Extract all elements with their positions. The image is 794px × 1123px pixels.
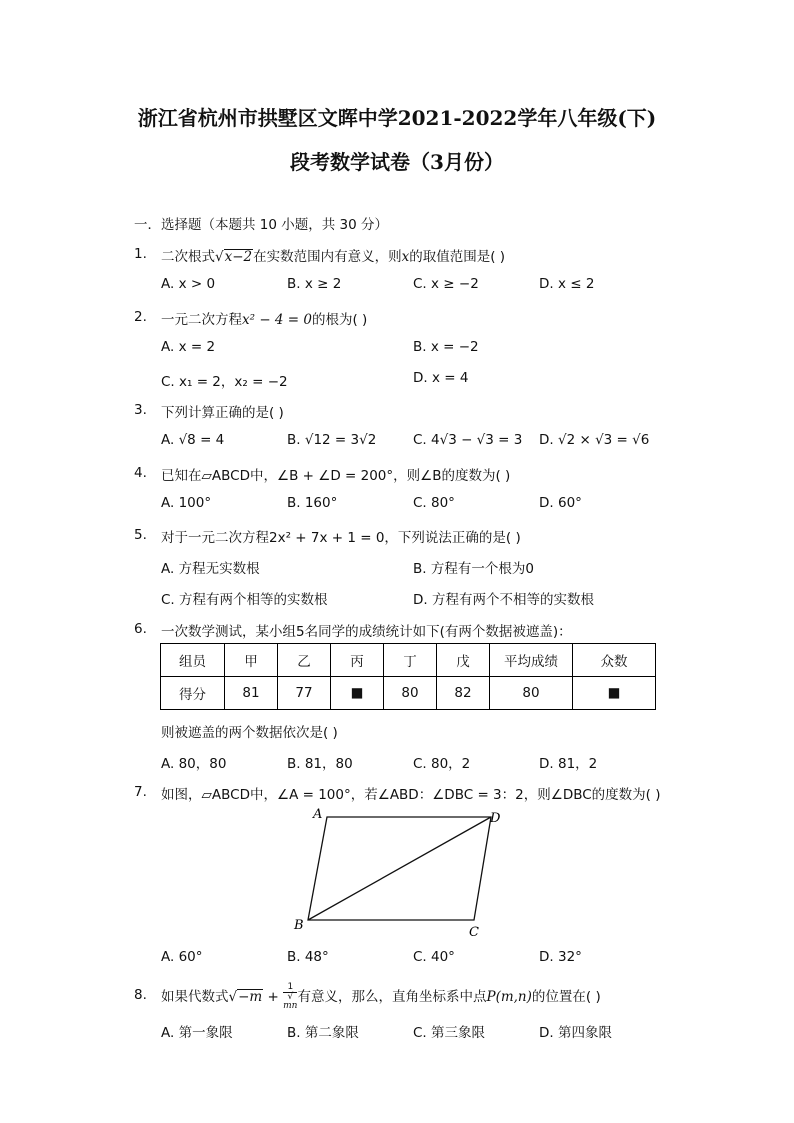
- option-d[interactable]: D. 60°: [539, 495, 582, 511]
- option-c[interactable]: C. x ≥ −2: [413, 276, 479, 292]
- question-number: 6.: [134, 621, 147, 637]
- option-d[interactable]: D. 81，2: [539, 756, 598, 772]
- section-heading: 一．选择题（本题共 10 小题，共 30 分）: [134, 217, 389, 233]
- fraction-numerator: 1: [283, 983, 297, 993]
- table-header-cell: 众数: [573, 644, 656, 677]
- sqrt-icon: √: [215, 249, 224, 265]
- option-c[interactable]: C. 方程有两个相等的实数根: [161, 592, 328, 608]
- q2-text-pre: 一元二次方程: [161, 312, 242, 328]
- vertex-label-b: B: [294, 918, 304, 933]
- table-cell: 82: [437, 677, 490, 710]
- question-2-stem: [161, 308, 367, 328]
- vertex-label-a: A: [313, 807, 323, 822]
- option-d[interactable]: D. 第四象限: [539, 1025, 612, 1041]
- option-c[interactable]: C. 第三象限: [413, 1025, 486, 1041]
- option-a[interactable]: A. 80，80: [161, 756, 227, 772]
- option-c[interactable]: C. 80，2: [413, 756, 471, 772]
- fraction-denominator-value: mn: [283, 1001, 298, 1011]
- q1-text-mid: 在实数范围内有意义，则: [253, 249, 402, 265]
- question-6-stem: 一次数学测试，某小组5名同学的成绩统计如下(有两个数据被遮盖)：: [161, 624, 572, 640]
- q8-point: P(m,n): [486, 989, 532, 1005]
- question-3-stem: 下列计算正确的是( ): [161, 405, 284, 421]
- score-table: [160, 643, 656, 710]
- question-5-stem: 对于一元二次方程2x² + 7x + 1 = 0，下列说法正确的是( ): [161, 530, 521, 546]
- table-header-cell: 甲: [225, 644, 278, 677]
- option-a[interactable]: A. 方程无实数根: [161, 561, 260, 577]
- table-cell: 77: [278, 677, 331, 710]
- option-d[interactable]: D. x = 4: [413, 370, 469, 386]
- question-number: 7.: [134, 784, 147, 800]
- option-b[interactable]: B. 48°: [287, 949, 329, 965]
- question-8-stem: [161, 983, 601, 1011]
- table-cell-masked: ■: [331, 677, 384, 710]
- table-header-cell: 戊: [437, 644, 490, 677]
- sqrt-icon: √: [228, 989, 238, 1005]
- table-cell: 得分: [161, 677, 225, 710]
- option-d[interactable]: D. 方程有两个不相等的实数根: [413, 592, 594, 608]
- fraction-denominator: [283, 993, 297, 1011]
- option-a[interactable]: A. x > 0: [161, 276, 216, 292]
- question-number: 2.: [134, 309, 147, 325]
- table-row: [161, 677, 656, 710]
- table-header-cell: 丁: [384, 644, 437, 677]
- question-number: 4.: [134, 465, 147, 481]
- option-c[interactable]: C. 80°: [413, 495, 455, 511]
- question-number: 8.: [134, 987, 147, 1003]
- option-c[interactable]: C. 4√3 − √3 = 3: [413, 432, 523, 448]
- table-header-cell: 丙: [331, 644, 384, 677]
- table-header-cell: 平均成绩: [490, 644, 573, 677]
- option-b[interactable]: B. x ≥ 2: [287, 276, 342, 292]
- q2-equation: x² − 4 = 0: [242, 312, 312, 328]
- q1-text-pre: 二次根式: [161, 249, 215, 265]
- exam-title-line1: 浙江省杭州市拱墅区文晖中学2021-2022学年八年级(下): [137, 106, 657, 130]
- q1-radicand: x−2: [224, 249, 253, 265]
- table-cell: 81: [225, 677, 278, 710]
- option-c[interactable]: C. x₁ = 2，x₂ = −2: [161, 374, 288, 390]
- option-a[interactable]: A. x = 2: [161, 339, 216, 355]
- option-a[interactable]: A. √8 = 4: [161, 432, 225, 448]
- option-c[interactable]: C. 40°: [413, 949, 455, 965]
- option-b[interactable]: B. 81，80: [287, 756, 353, 772]
- option-d[interactable]: D. 32°: [539, 949, 582, 965]
- option-b[interactable]: B. 160°: [287, 495, 338, 511]
- question-6-followup: 则被遮盖的两个数据依次是( ): [161, 725, 338, 741]
- option-a[interactable]: A. 第一象限: [161, 1025, 233, 1041]
- q8-text-pre: 如果代数式: [161, 989, 229, 1005]
- exam-title-line2: 段考数学试卷（3月份）: [290, 150, 504, 174]
- option-b[interactable]: B. x = −2: [413, 339, 479, 355]
- option-d[interactable]: D. √2 × √3 = √6: [539, 432, 650, 448]
- option-b[interactable]: B. 方程有一个根为0: [413, 561, 534, 577]
- table-cell: 80: [384, 677, 437, 710]
- question-1-stem: [161, 245, 505, 265]
- question-4-stem: 已知在▱ABCD中，∠B + ∠D = 200°，则∠B的度数为( ): [161, 468, 511, 484]
- q1-text-post: 的取值范围是( ): [409, 249, 506, 265]
- option-b[interactable]: B. 第二象限: [287, 1025, 359, 1041]
- diagonal-bd: [308, 817, 491, 920]
- option-a[interactable]: A. 60°: [161, 949, 203, 965]
- option-a[interactable]: A. 100°: [161, 495, 212, 511]
- q1-var: x: [401, 249, 410, 265]
- option-d[interactable]: D. x ≤ 2: [539, 276, 595, 292]
- question-7-stem: 如图，▱ABCD中，∠A = 100°，若∠ABD：∠DBC = 3：2，则∠DBC的度数为( ): [161, 787, 661, 803]
- question-number: 5.: [134, 527, 147, 543]
- table-header-cell: 组员: [161, 644, 225, 677]
- q2-text-post: 的根为( ): [312, 312, 368, 328]
- q8-radicand: −m: [238, 989, 263, 1005]
- q8-text-post: 有意义，那么，直角坐标系中点: [297, 989, 487, 1005]
- table-cell-masked: ■: [573, 677, 656, 710]
- option-b[interactable]: B. √12 = 3√2: [287, 432, 377, 448]
- table-header-row: [161, 644, 656, 677]
- q8-text-post2: 的位置在( ): [531, 989, 601, 1005]
- sqrt-icon: √: [287, 992, 294, 1002]
- table-header-cell: 乙: [278, 644, 331, 677]
- parallelogram-figure: [290, 805, 510, 940]
- vertex-label-d: D: [490, 811, 501, 826]
- vertex-label-c: C: [469, 925, 479, 940]
- question-number: 1.: [134, 246, 147, 262]
- q8-fraction: [283, 983, 297, 1011]
- q8-plus: +: [267, 989, 279, 1005]
- table-cell: 80: [490, 677, 573, 710]
- question-number: 3.: [134, 402, 147, 418]
